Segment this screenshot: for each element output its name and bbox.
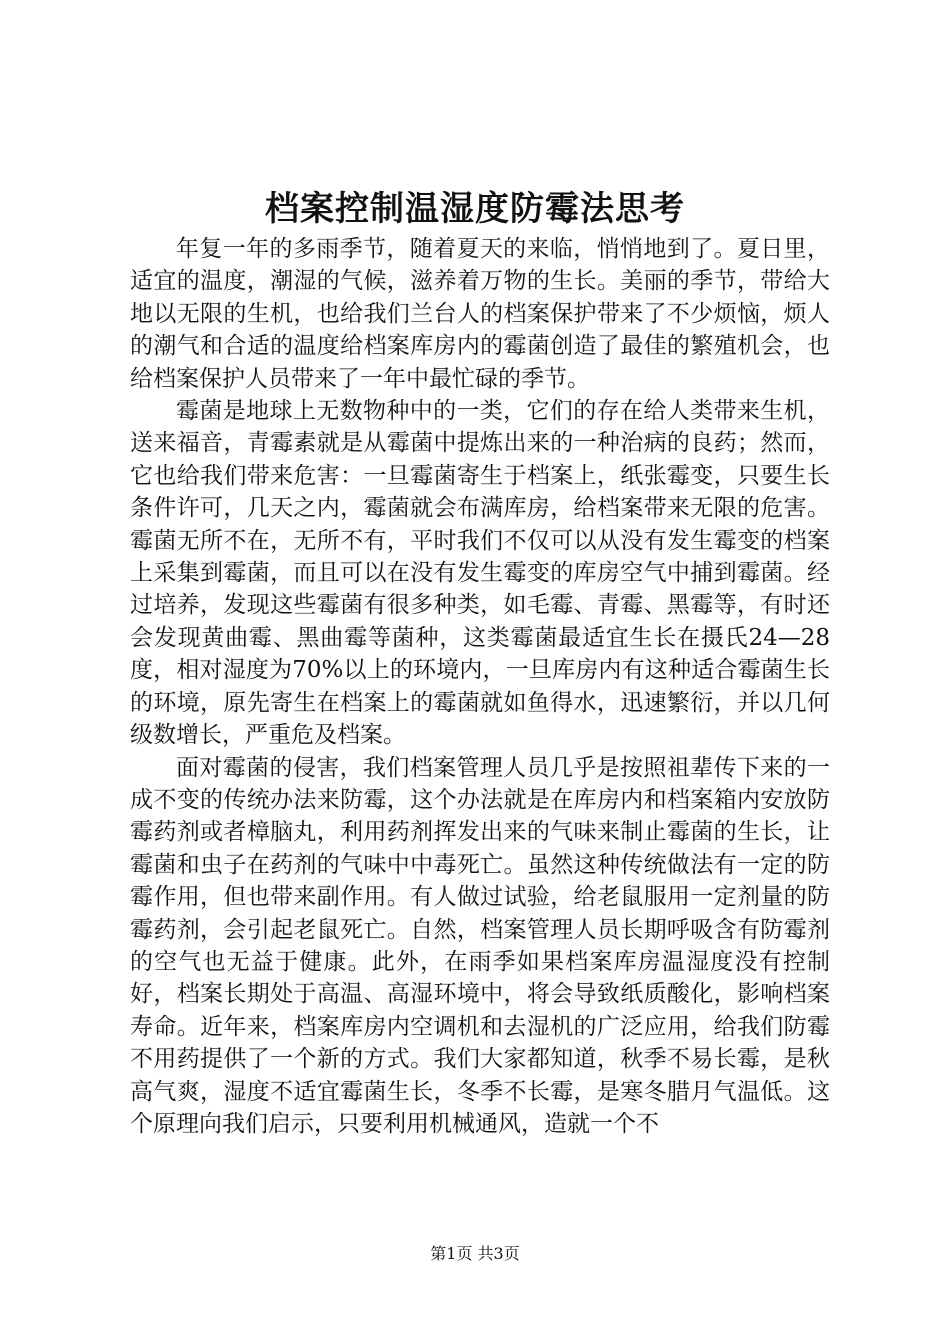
page-footer [0, 1242, 950, 1266]
page-number: 第1页 共3页 [430, 1244, 520, 1263]
document-body [130, 233, 830, 1140]
paragraph-1: 年复一年的多雨季节，随着夏天的来临，悄悄地到了。夏日里，适宜的温度，潮湿的气候，滋养着万物的生长。美丽的季节，带给大地以无限的生机，也给我们兰台人的档案保护带来了不少烦恼，烦人的潮气和合适的温度给档案库房内的霉菌创造了最佳的繁殖机会，也给档案保护人员带来了一年中最忙碌的季节。 [130, 236, 830, 392]
document-title: 档案控制温湿度防霉法思考 [265, 189, 685, 229]
paragraph-3: 面对霉菌的侵害，我们档案管理人员几乎是按照祖辈传下来的一成不变的传统办法来防霉，这个办法就是在库房内和档案箱内安放防霉药剂或者樟脑丸，利用药剂挥发出来的气味来制止霉菌的生长，让霉菌和虫子在药剂的气味中中毒死亡。虽然这种传统做法有一定的防霉作用，但也带来副作用。有人做过试验，给老鼠服用一定剂量的防霉药剂，会引起老鼠死亡。自然，档案管理人员长期呼吸含有防霉剂的空气也无益于健康。此外，在雨季如果档案库房温湿度没有控制好，档案长期处于高温、高湿环境中，将会导致纸质酸化，影响档案寿命。近年来，档案库房内空调机和去湿机的广泛应用，给我们防霉不用药提供了一个新的方式。我们大家都知道，秋季不易长霉，是秋高气爽，湿度不适宜霉菌生长，冬季不长霉，是寒冬腊月气温低。这个原理向我们启示，只要利用机械通风，造就一个不 [130, 754, 830, 1137]
paragraph-2: 霉菌是地球上无数物种中的一类，它们的存在给人类带来生机，送来福音，青霉素就是从霉菌中提炼出来的一种治病的良药；然而，它也给我们带来危害：一旦霉菌寄生于档案上，纸张霉变，只要生长条件许可，几天之内，霉菌就会布满库房，给档案带来无限的危害。霉菌无所不在，无所不有，平时我们不仅可以从没有发生霉变的档案上采集到霉菌，而且可以在没有发生霉变的库房空气中捕到霉菌。经过培养，发现这些霉菌有很多种类，如毛霉、青霉、黑霉等，有时还会发现黄曲霉、黑曲霉等菌种，这类霉菌最适宜生长在摄氏24—28度，相对湿度为70%以上的环境内，一旦库房内有这种适合霉菌生长的环境，原先寄生在档案上的霉菌就如鱼得水，迅速繁衍，并以几何级数增长，严重危及档案。 [130, 398, 830, 749]
